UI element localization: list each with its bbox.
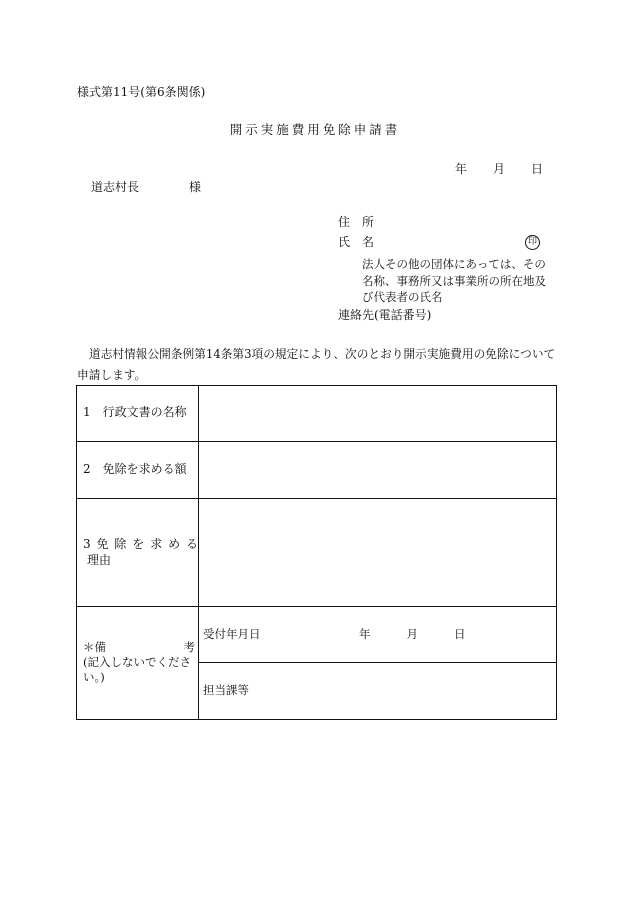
reason-label-char: る [185,537,198,551]
address-label [338,216,374,228]
addressee-name: 道志村長 [91,180,140,194]
exemption-reason-label [83,538,198,550]
exemption-reason-label-line2: 理由 [87,553,112,567]
document-name-field[interactable] [199,386,556,441]
table-row-divider [198,662,556,663]
reason-label-char: め [168,537,181,551]
seal-icon: 印 [525,235,540,250]
document-name-label: 1 行政文書の名称 [83,405,187,419]
receipt-date-value [359,629,466,641]
remarks-label-left: ＊備 [83,640,106,654]
reason-label-char: 3 [83,537,91,551]
receipt-year-label: 年 [359,627,371,641]
application-date [455,163,543,175]
contact-label: 連絡先(電話番号) [338,308,432,322]
remarks-label [83,640,195,685]
name-label [338,236,374,248]
staff-department-label: 担当課等 [203,683,249,697]
date-day-label: 日 [531,162,544,176]
form-number: 様式第11号(第6条関係) [77,85,206,99]
corporation-note: 法人その他の団体にあっては、その名称、事務所又は事業所の所在地及び代表者の氏名 [362,257,546,304]
table-row-divider [77,606,556,607]
declaration-text: 道志村情報公開条例第14条第3項の規定により、次のとおり開示実施費用の免除について申請します。 [77,347,556,382]
remarks-label-right: 考 [183,640,195,654]
exemption-reason-field[interactable] [199,499,556,606]
reason-label-char: を [132,537,145,551]
date-year-label: 年 [455,162,468,176]
form-title: 開示実施費用免除申請書 [229,122,401,137]
addressee-honorific: 様 [189,180,202,194]
remarks-note: (記入しないでください。) [83,655,191,684]
exemption-amount-field[interactable] [199,442,556,498]
exemption-amount-label: 2 免除を求める額 [83,462,187,476]
address-label-char-2: 所 [362,215,375,229]
receipt-date-label: 受付年月日 [203,627,261,641]
address-label-char-1: 住 [338,215,351,229]
application-table [76,385,557,720]
date-month-label: 月 [493,162,506,176]
reason-label-char: 除 [114,537,127,551]
addressee [91,181,201,193]
receipt-day-label: 日 [454,627,466,641]
reason-label-char: 免 [96,537,109,551]
name-label-char-2: 名 [362,235,375,249]
reason-label-char: 求 [150,537,163,551]
name-label-char-1: 氏 [338,235,351,249]
receipt-month-label: 月 [406,627,418,641]
